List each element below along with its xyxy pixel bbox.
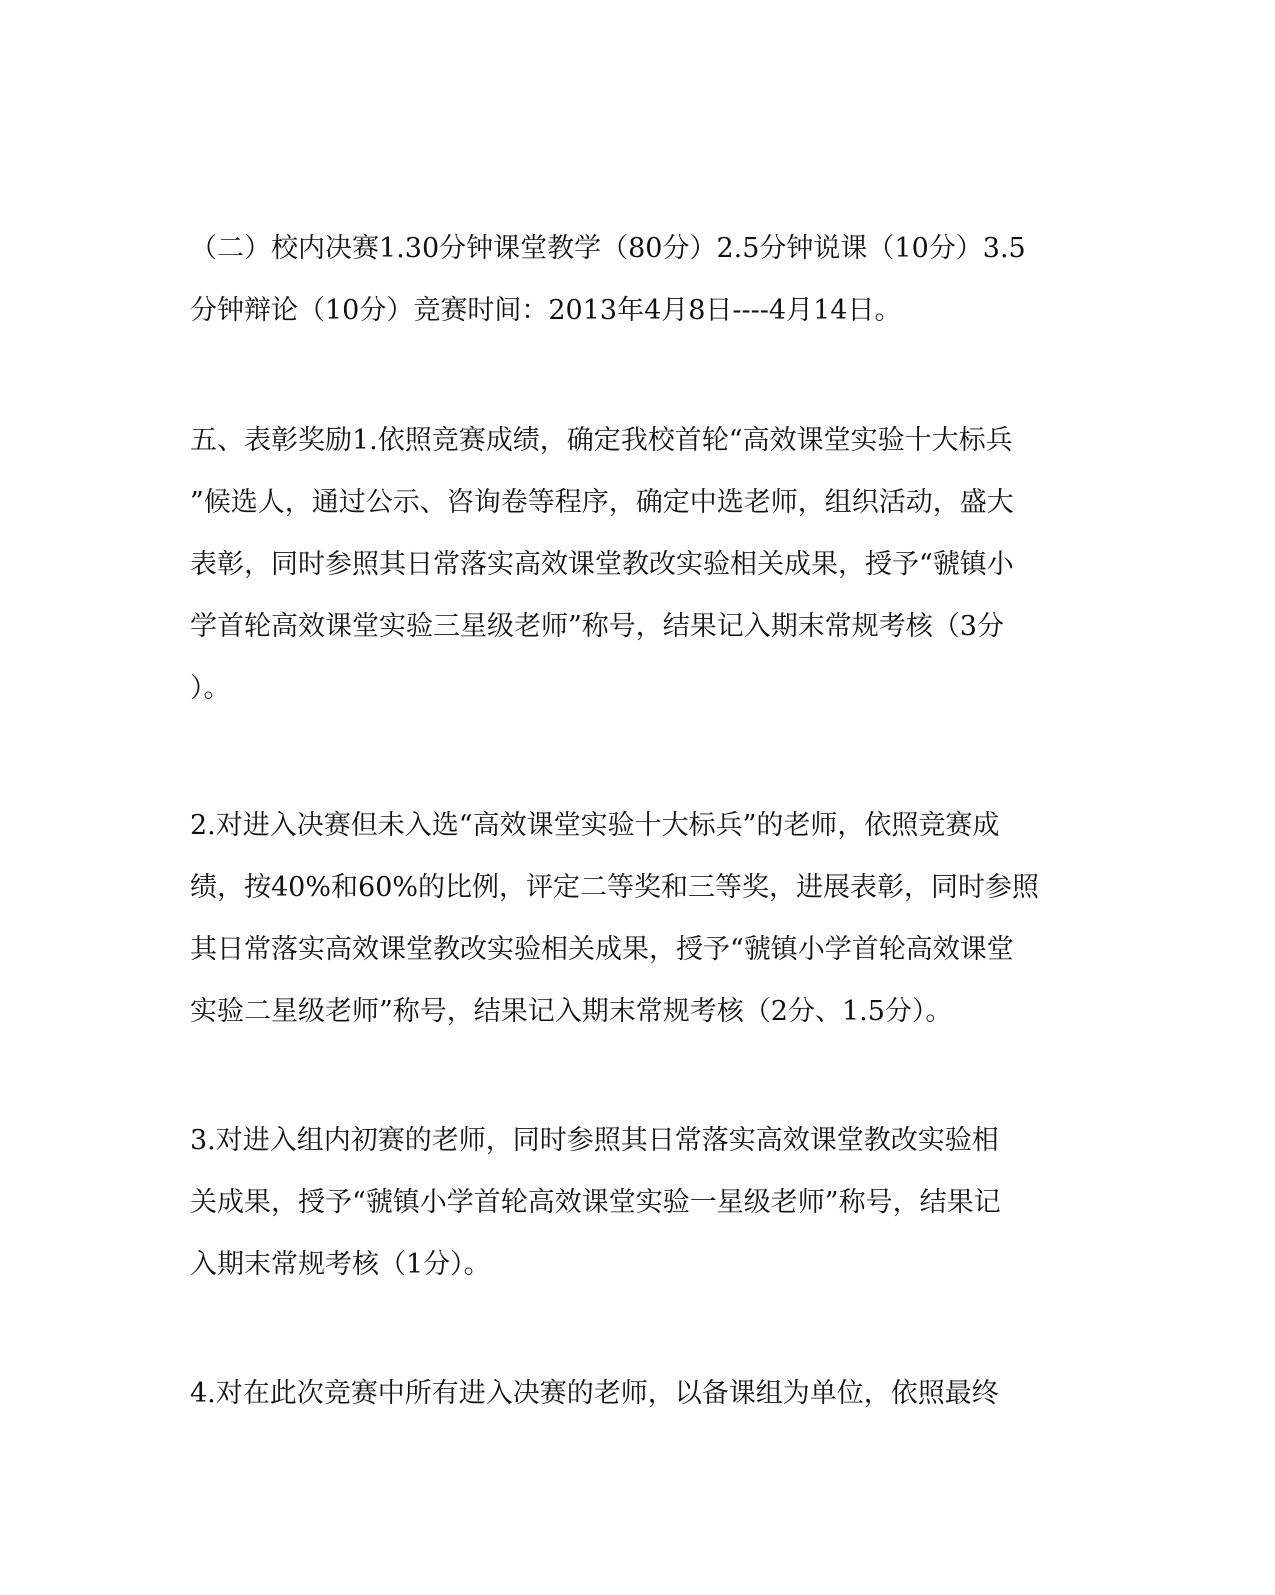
text-line: 分钟辩论（10分）竞赛时间：2013年4月8日----4月14日。 [190, 295, 902, 326]
text-line: 学首轮高效课堂实验三星级老师”称号，结果记入期末常规考核（3分 [190, 611, 1004, 642]
paragraph-item-3 [190, 1110, 1090, 1296]
text-line: 4.对在此次竞赛中所有进入决赛的老师，以备课组为单位，依照最终 [190, 1378, 999, 1409]
text-line: 五、表彰奖励1.依照竞赛成绩，确定我校首轮“高效课堂实验十大标兵 [190, 425, 1013, 456]
paragraph-awards [190, 410, 1090, 720]
text-line: （二）校内决赛1.30分钟课堂教学（80分）2.5分钟说课（10分）3.5 [190, 233, 1026, 264]
text-line: 关成果，授予“虢镇小学首轮高效课堂实验一星级老师”称号，结果记 [190, 1187, 1001, 1218]
text-line: 实验二星级老师”称号，结果记入期末常规考核（2分、1.5分）。 [190, 996, 953, 1027]
text-line: 绩，按40%和60%的比例，评定二等奖和三等奖，进展表彰，同时参照 [190, 872, 1040, 903]
text-line: 表彰，同时参照其日常落实高效课堂教改实验相关成果，授予“虢镇小 [190, 549, 1014, 580]
text-line: 其日常落实高效课堂教改实验相关成果，授予“虢镇小学首轮高效课堂 [190, 934, 1014, 965]
text-line: 3.对进入组内初赛的老师，同时参照其日常落实高效课堂教改实验相 [190, 1125, 999, 1156]
text-line: ”候选人，通过公示、咨询卷等程序，确定中选老师，组织活动，盛大 [190, 487, 1014, 518]
text-line: 入期末常规考核（1分）。 [190, 1249, 491, 1280]
paragraph-item-4 [190, 1363, 1090, 1425]
paragraph-school-final [190, 218, 1090, 342]
text-line: 2.对进入决赛但未入选“高效课堂实验十大标兵”的老师，依照竞赛成 [190, 810, 1000, 841]
text-line: ）。 [190, 673, 231, 704]
paragraph-item-2 [190, 795, 1090, 1043]
